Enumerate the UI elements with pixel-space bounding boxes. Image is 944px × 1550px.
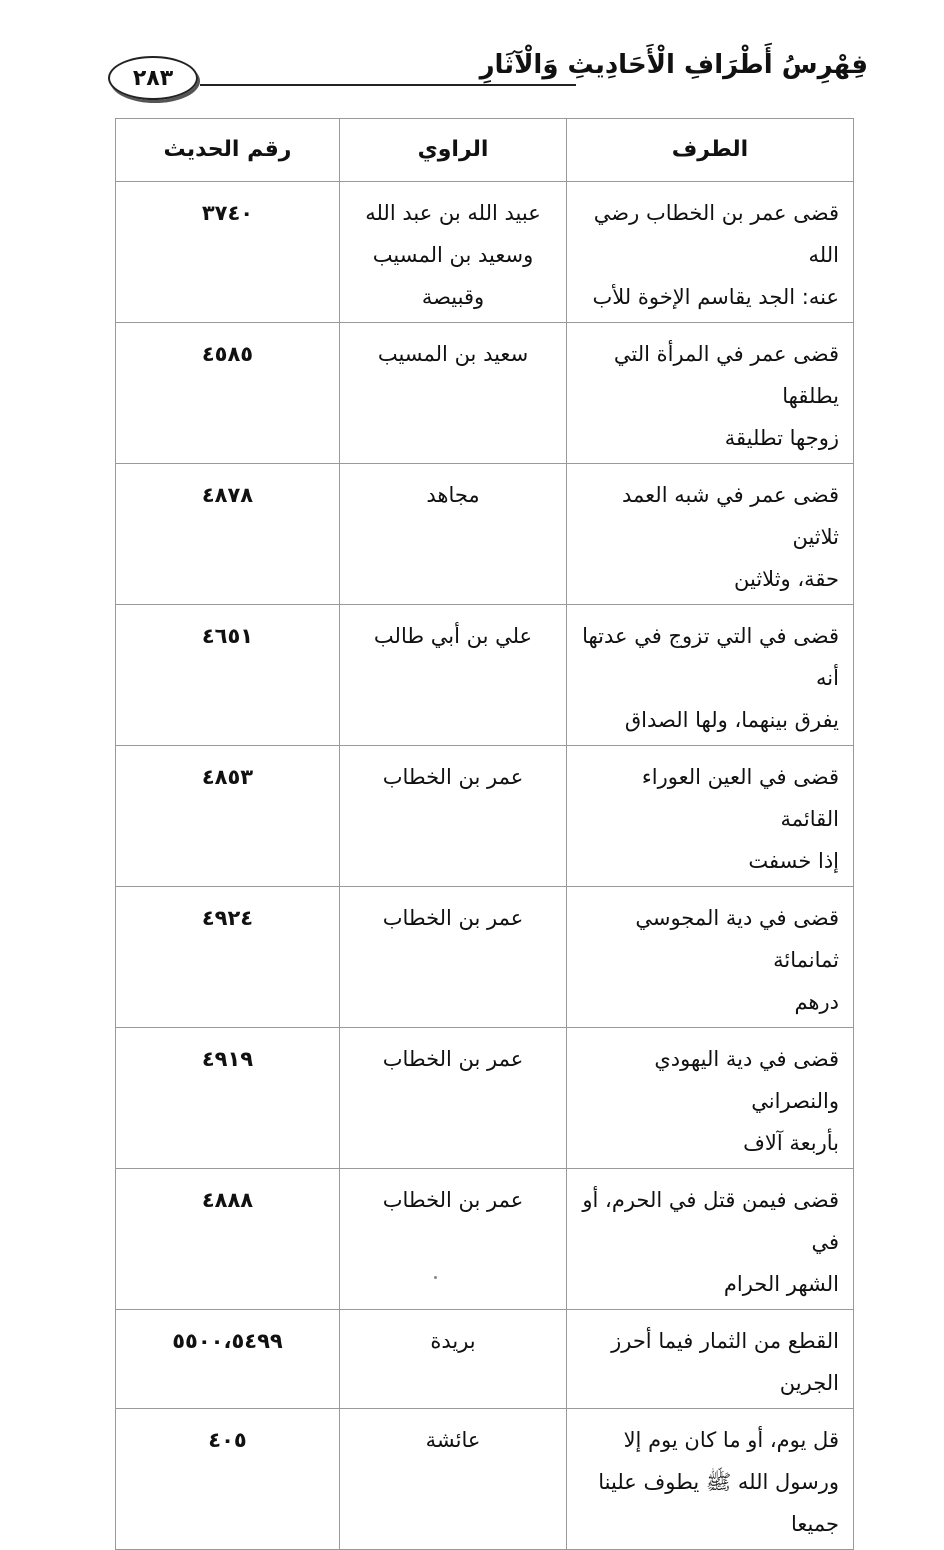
cell-hadith-number: ٣٧٤٠	[116, 182, 340, 323]
cell-taraf-line: يفرق بينهما، ولها الصداق	[624, 708, 839, 732]
cell-taraf-line: قضى عمر بن الخطاب رضي الله	[593, 201, 839, 267]
cell-taraf-line: القطع من الثمار فيما أحرز	[611, 1329, 839, 1353]
cell-taraf-line: قضى في دية اليهودي والنصراني	[654, 1047, 839, 1113]
cell-taraf	[567, 1409, 854, 1550]
cell-taraf	[567, 323, 854, 464]
table-row	[116, 887, 854, 1028]
cell-rawi-line: عائشة	[425, 1428, 481, 1452]
cell-rawi-line: عمر بن الخطاب	[382, 1047, 524, 1071]
cell-taraf	[567, 182, 854, 323]
cell-rawi-line: عمر بن الخطاب	[382, 1188, 524, 1212]
cell-rawi	[340, 1409, 567, 1550]
cell-taraf-line: قضى عمر في المرأة التي يطلقها	[613, 342, 839, 408]
cell-rawi-line: بريدة	[430, 1329, 476, 1353]
cell-rawi	[340, 464, 567, 605]
column-header-taraf: الطرف	[567, 119, 854, 182]
table-header-row	[116, 119, 854, 182]
cell-hadith-number: ٤٨٥٣	[116, 746, 340, 887]
cell-taraf-line: درهم	[794, 990, 839, 1014]
cell-rawi	[340, 887, 567, 1028]
cell-taraf-line: بأربعة آلاف	[743, 1131, 839, 1155]
cell-hadith-number: ٤٦٥١	[116, 605, 340, 746]
table-row	[116, 605, 854, 746]
cell-rawi-line: عبيد الله بن عبد الله	[365, 201, 541, 225]
cell-hadith-number: ٤٥٨٥	[116, 323, 340, 464]
table-row	[116, 746, 854, 887]
cell-hadith-number: ٤٨٧٨	[116, 464, 340, 605]
cell-rawi	[340, 1028, 567, 1169]
cell-rawi	[340, 323, 567, 464]
cell-rawi-line: وسعيد بن المسيب	[372, 243, 534, 267]
cell-rawi-line: مجاهد	[426, 483, 480, 507]
cell-taraf	[567, 1169, 854, 1310]
cell-taraf-line: قضى فيمن قتل في الحرم، أو في	[582, 1188, 839, 1254]
cell-rawi-line: سعيد بن المسيب	[377, 342, 529, 366]
table-row	[116, 182, 854, 323]
cell-rawi	[340, 1169, 567, 1310]
cell-taraf-line: قضى في دية المجوسي ثمانمائة	[635, 906, 839, 972]
cell-taraf-line: ورسول الله ﷺ يطوف علينا	[598, 1470, 839, 1494]
cell-taraf	[567, 746, 854, 887]
column-header-rawi: الراوي	[340, 119, 567, 182]
cell-hadith-number: ٤٩٢٤	[116, 887, 340, 1028]
table-row	[116, 464, 854, 605]
page-number-badge: ٢٨٣	[108, 56, 198, 100]
cell-taraf-line: قضى عمر في شبه العمد ثلاثين	[622, 483, 839, 549]
cell-hadith-number: ٤٠٥	[116, 1409, 340, 1550]
cell-rawi	[340, 182, 567, 323]
table-row	[116, 1409, 854, 1550]
table-row	[116, 1310, 854, 1409]
page-speck	[434, 1276, 437, 1279]
cell-taraf-line: الشهر الحرام	[723, 1272, 839, 1296]
cell-taraf-line: زوجها تطليقة	[724, 426, 839, 450]
cell-rawi	[340, 1310, 567, 1409]
cell-hadith-number: ٥٥٠٠،٥٤٩٩	[116, 1310, 340, 1409]
cell-taraf	[567, 1310, 854, 1409]
cell-taraf-line: حقة، وثلاثين	[734, 567, 839, 591]
cell-taraf-line: قضى في العين العوراء القائمة	[641, 765, 839, 831]
cell-taraf-line: إذا خسفت	[748, 849, 839, 873]
cell-taraf-line: الجرين	[779, 1371, 839, 1395]
cell-taraf	[567, 605, 854, 746]
page-header	[108, 48, 868, 106]
table-row	[116, 1169, 854, 1310]
hadith-index-table	[115, 118, 854, 1550]
table-row	[116, 1028, 854, 1169]
cell-taraf	[567, 1028, 854, 1169]
cell-taraf	[567, 464, 854, 605]
cell-rawi	[340, 605, 567, 746]
cell-taraf-line: قضى في التي تزوج في عدتها أنه	[582, 624, 839, 690]
cell-hadith-number: ٤٩١٩	[116, 1028, 340, 1169]
header-rule	[200, 84, 576, 86]
cell-taraf-line: قل يوم، أو ما كان يوم إلا	[623, 1428, 839, 1452]
cell-rawi-line: عمر بن الخطاب	[382, 906, 524, 930]
cell-rawi-line: وقبيصة	[421, 285, 485, 309]
cell-taraf-line: جميعا	[791, 1512, 839, 1536]
cell-taraf-line: عنه: الجد يقاسم الإخوة للأب	[592, 285, 839, 309]
table-row	[116, 323, 854, 464]
cell-rawi-line: علي بن أبي طالب	[373, 624, 533, 648]
cell-taraf	[567, 887, 854, 1028]
running-title: فِهْرِسُ أَطْرَافِ الْأَحَادِيثِ وَالْآثَارِ	[479, 50, 868, 80]
cell-hadith-number: ٤٨٨٨	[116, 1169, 340, 1310]
column-header-number: رقم الحديث	[116, 119, 340, 182]
cell-rawi	[340, 746, 567, 887]
cell-rawi-line: عمر بن الخطاب	[382, 765, 524, 789]
